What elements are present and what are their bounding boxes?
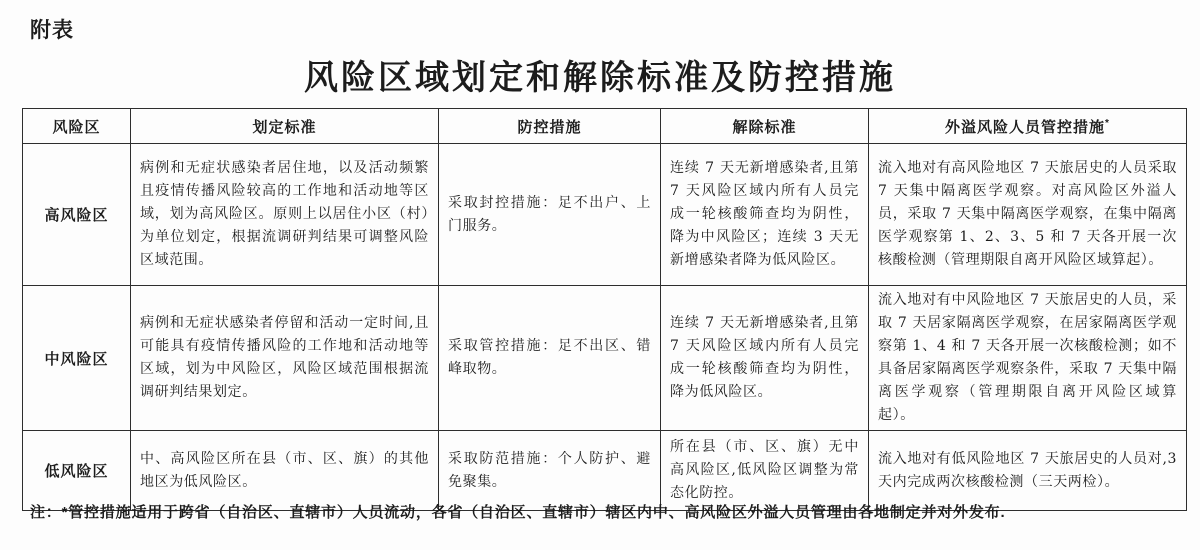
cell-control: 采取管控措施：足不出区、错峰取物。 [439,286,661,431]
cell-spillover: 流入地对有中风险地区 7 天旅居史的人员，采取 7 天居家隔离医学观察，在居家隔离医学观察第 1、4 和 7 天各开展一次核酸检测；如不具备居家隔离医学观察条件，采取 7 天集中隔离医学观察（管理期限自离开风险区域算起）。 [869,286,1187,431]
col-header-designation-criteria: 划定标准 [131,109,439,144]
cell-release: 连续 7 天无新增感染者,且第 7 天风险区域内所有人员完成一轮核酸筛查均为阴性，降为中风险区；连续 3 天无新增感染者降为低风险区。 [661,144,869,286]
cell-control: 采取封控措施：足不出户、上门服务。 [439,144,661,286]
table-row-medium-risk [23,286,1187,431]
risk-area-table [22,108,1187,511]
cell-control: 采取防范措施：个人防护、避免聚集。 [439,431,661,511]
footnote: 注：*管控措施适用于跨省（自治区、直辖市）人员流动，各省（自治区、直辖市）辖区内中、高风险区外溢人员管理由各地制定并对外发布. [30,504,1006,521]
cell-spillover: 流入地对有高风险地区 7 天旅居史的人员采取 7 天集中隔离医学观察。对高风险区外溢人员，采取 7 天集中隔离医学观察，在集中隔离医学观察第 1、2、3、5 和 7 天各开展一次核酸检测（管理期限自离开风险区域算起）。 [869,144,1187,286]
table-header-row [23,109,1187,144]
footnote-asterisk: * [1105,117,1110,129]
cell-release: 所在县（市、区、旗）无中高风险区,低风险区调整为常态化防控。 [661,431,869,511]
cell-area-name: 中风险区 [23,286,131,431]
table-row-low-risk [23,431,1187,511]
col-header-spillover-measures [869,109,1187,144]
col-header-risk-area: 风险区 [23,109,131,144]
table-row-high-risk [23,144,1187,286]
cell-designation: 病例和无症状感染者居住地，以及活动频繁且疫情传播风险较高的工作地和活动地等区域，划为高风险区。原则上以居住小区（村）为单位划定，根据流调研判结果可调整风险区域范围。 [131,144,439,286]
cell-designation: 中、高风险区所在县（市、区、旗）的其他地区为低风险区。 [131,431,439,511]
page-tag: 附表 [30,19,74,42]
col-header-spillover-label: 外溢风险人员管控措施 [945,118,1106,136]
cell-release: 连续 7 天无新增感染者,且第 7 天风险区域内所有人员完成一轮核酸筛查均为阴性，降为低风险区。 [661,286,869,431]
cell-area-name: 低风险区 [23,431,131,511]
col-header-release-criteria: 解除标准 [661,109,869,144]
page-title: 风险区域划定和解除标准及防控措施 [304,58,896,98]
cell-area-name: 高风险区 [23,144,131,286]
cell-spillover: 流入地对有低风险地区 7 天旅居史的人员对,3 天内完成两次核酸检测（三天两检）。 [869,431,1187,511]
cell-designation: 病例和无症状感染者停留和活动一定时间,且可能具有疫情传播风险的工作地和活动地等区域，划为中风险区，风险区域范围根据流调研判结果划定。 [131,286,439,431]
col-header-control-measures: 防控措施 [439,109,661,144]
